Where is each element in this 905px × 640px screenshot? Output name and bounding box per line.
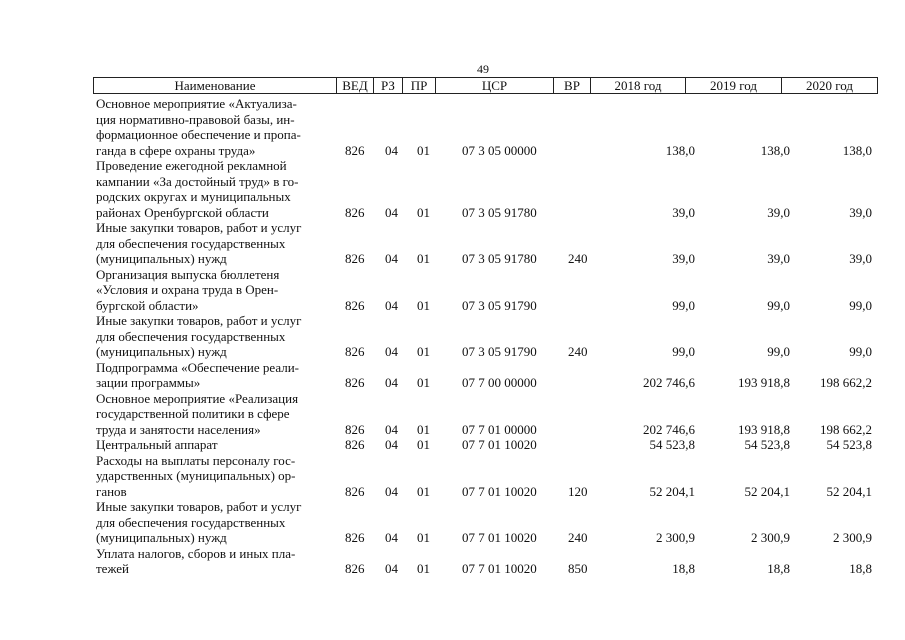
cell-2020: 198 662,2 xyxy=(820,421,872,437)
row-name xyxy=(96,499,332,546)
row-name-line: ганов xyxy=(96,483,127,499)
header-pr: ПР xyxy=(403,78,436,93)
table-row xyxy=(96,313,878,360)
row-name xyxy=(96,453,332,500)
cell-pr: 01 xyxy=(417,421,430,437)
row-name xyxy=(96,437,332,453)
table-body xyxy=(96,96,878,577)
row-name xyxy=(96,158,332,220)
row-name-line: труда и занятости населения» xyxy=(96,421,261,437)
cell-csr: 07 7 00 00000 xyxy=(462,375,537,390)
cell-2019: 193 918,8 xyxy=(738,421,790,437)
cell-ved: 826 xyxy=(345,375,365,390)
row-name-line: Центральный аппарат xyxy=(96,437,218,452)
cell-pr: 01 xyxy=(417,297,430,313)
cell-2019: 99,0 xyxy=(767,344,790,359)
row-name xyxy=(96,360,332,391)
row-name xyxy=(96,267,332,314)
cell-2019: 138,0 xyxy=(760,142,790,158)
table-row xyxy=(96,267,878,314)
cell-csr: 07 3 05 91790 xyxy=(462,297,537,313)
table-row xyxy=(96,360,878,391)
row-name-line: Иные закупки товаров, работ и услуг xyxy=(96,220,302,235)
header-vr: ВР xyxy=(554,78,591,93)
row-name-line: кампании «За достойный труд» в го- xyxy=(96,173,299,189)
row-name-line: зации программы» xyxy=(96,375,201,390)
cell-pr: 01 xyxy=(417,204,430,220)
cell-rz: 04 xyxy=(385,375,398,390)
cell-vr: 240 xyxy=(568,251,588,266)
cell-ved: 826 xyxy=(345,483,365,499)
cell-csr: 07 3 05 00000 xyxy=(462,142,537,158)
cell-vr: 240 xyxy=(568,530,588,545)
row-name-line: Организация выпуска бюллетеня xyxy=(96,266,280,282)
cell-2020: 198 662,2 xyxy=(820,375,872,390)
cell-2020: 99,0 xyxy=(849,297,872,313)
row-name xyxy=(96,313,332,360)
cell-rz: 04 xyxy=(385,483,398,499)
cell-2019: 18,8 xyxy=(767,561,790,576)
row-name-line: Иные закупки товаров, работ и услуг xyxy=(96,499,302,514)
row-name-line: Уплата налогов, сборов и иных пла- xyxy=(96,545,296,561)
cell-2018: 99,0 xyxy=(672,297,695,313)
cell-2018: 39,0 xyxy=(672,204,695,220)
header-name: Наименование xyxy=(94,78,337,93)
cell-rz: 04 xyxy=(385,530,398,545)
row-name-line: (муниципальных) нужд xyxy=(96,344,227,359)
table-row xyxy=(96,96,878,158)
row-name-line: районах Оренбургской области xyxy=(96,204,269,220)
cell-pr: 01 xyxy=(417,375,430,390)
cell-csr: 07 7 01 00000 xyxy=(462,421,537,437)
cell-2019: 39,0 xyxy=(767,251,790,266)
cell-2018: 39,0 xyxy=(672,251,695,266)
cell-csr: 07 7 01 10020 xyxy=(462,437,537,452)
row-name-line: (муниципальных) нужд xyxy=(96,530,227,545)
row-name-line: ударственных (муниципальных) ор- xyxy=(96,468,296,483)
row-name-line: для обеспечения государственных xyxy=(96,328,286,344)
page-number: 49 xyxy=(477,62,489,76)
cell-csr: 07 7 01 10020 xyxy=(462,530,537,545)
row-name-line: формационное обеспечение и пропа- xyxy=(96,127,301,142)
cell-2019: 52 204,1 xyxy=(744,483,790,499)
cell-pr: 01 xyxy=(417,344,430,359)
row-name-line: (муниципальных) нужд xyxy=(96,251,227,266)
row-name-line: Расходы на выплаты персоналу гос- xyxy=(96,452,296,468)
header-csr: ЦСР xyxy=(436,78,554,93)
row-name xyxy=(96,220,332,267)
row-name-line: Основное мероприятие «Актуализа- xyxy=(96,96,297,111)
cell-2020: 18,8 xyxy=(849,561,872,576)
cell-ved: 826 xyxy=(345,297,365,313)
cell-csr: 07 3 05 91780 xyxy=(462,251,537,266)
table-row xyxy=(96,453,878,500)
table-row xyxy=(96,437,878,453)
cell-2018: 18,8 xyxy=(672,561,695,576)
row-name-line: тежей xyxy=(96,561,129,576)
table-header xyxy=(93,77,878,94)
cell-csr: 07 3 05 91780 xyxy=(462,204,537,220)
row-name-line: Основное мероприятие «Реализация xyxy=(96,390,299,406)
cell-vr: 850 xyxy=(568,561,588,576)
cell-rz: 04 xyxy=(385,297,398,313)
cell-csr: 07 3 05 91790 xyxy=(462,344,537,359)
header-2019: 2019 год xyxy=(686,78,782,93)
cell-2019: 193 918,8 xyxy=(738,375,790,390)
table-row xyxy=(96,158,878,220)
cell-2020: 138,0 xyxy=(842,142,872,158)
cell-ved: 826 xyxy=(345,530,365,545)
cell-2019: 2 300,9 xyxy=(751,530,790,545)
cell-ved: 826 xyxy=(345,251,365,266)
row-name xyxy=(96,391,332,438)
cell-rz: 04 xyxy=(385,437,398,452)
header-rz: РЗ xyxy=(374,78,403,93)
cell-2020: 39,0 xyxy=(849,251,872,266)
cell-2020: 54 523,8 xyxy=(826,437,872,452)
cell-vr: 240 xyxy=(568,344,588,359)
cell-pr: 01 xyxy=(417,561,430,576)
cell-2019: 54 523,8 xyxy=(744,437,790,452)
cell-2019: 39,0 xyxy=(767,204,790,220)
header-2020: 2020 год xyxy=(806,78,853,93)
cell-2020: 2 300,9 xyxy=(833,530,872,545)
cell-pr: 01 xyxy=(417,251,430,266)
cell-ved: 826 xyxy=(345,421,365,437)
cell-2020: 99,0 xyxy=(849,344,872,359)
cell-pr: 01 xyxy=(417,530,430,545)
cell-2018: 202 746,6 xyxy=(643,375,695,390)
row-name-line: бургской области» xyxy=(96,297,199,313)
cell-2018: 138,0 xyxy=(665,142,695,158)
header-2018: 2018 год xyxy=(591,78,686,93)
cell-2018: 52 204,1 xyxy=(649,483,695,499)
row-name-line: Проведение ежегодной рекламной xyxy=(96,158,287,173)
row-name-line: Иные закупки товаров, работ и услуг xyxy=(96,313,302,328)
cell-ved: 826 xyxy=(345,437,365,452)
cell-csr: 07 7 01 10020 xyxy=(462,561,537,576)
row-name-line: ция нормативно-правовой базы, ин- xyxy=(96,111,295,127)
row-name xyxy=(96,96,332,158)
cell-ved: 826 xyxy=(345,344,365,359)
row-name-line: ганда в сфере охраны труда» xyxy=(96,142,256,158)
table-row xyxy=(96,391,878,438)
cell-pr: 01 xyxy=(417,483,430,499)
cell-vr: 120 xyxy=(568,483,588,499)
cell-pr: 01 xyxy=(417,437,430,452)
cell-rz: 04 xyxy=(385,561,398,576)
cell-2020: 39,0 xyxy=(849,204,872,220)
row-name xyxy=(96,546,332,577)
cell-2018: 2 300,9 xyxy=(656,530,695,545)
table-row xyxy=(96,220,878,267)
row-name-line: родских округах и муниципальных xyxy=(96,189,291,204)
table-row xyxy=(96,499,878,546)
cell-rz: 04 xyxy=(385,204,398,220)
header-ved: ВЕД xyxy=(337,78,374,93)
row-name-line: Подпрограмма «Обеспечение реали- xyxy=(96,359,299,375)
cell-2018: 54 523,8 xyxy=(649,437,695,452)
table-row xyxy=(96,546,878,577)
cell-2020: 52 204,1 xyxy=(826,483,872,499)
cell-ved: 826 xyxy=(345,204,365,220)
cell-rz: 04 xyxy=(385,344,398,359)
row-name-line: «Условия и охрана труда в Орен- xyxy=(96,282,279,297)
cell-2019: 99,0 xyxy=(767,297,790,313)
cell-csr: 07 7 01 10020 xyxy=(462,483,537,499)
cell-ved: 826 xyxy=(345,561,365,576)
cell-2018: 99,0 xyxy=(672,344,695,359)
cell-pr: 01 xyxy=(417,142,430,158)
cell-2018: 202 746,6 xyxy=(643,421,695,437)
row-name-line: для обеспечения государственных xyxy=(96,235,286,251)
cell-rz: 04 xyxy=(385,251,398,266)
cell-rz: 04 xyxy=(385,421,398,437)
row-name-line: государственной политики в сфере xyxy=(96,406,290,421)
cell-rz: 04 xyxy=(385,142,398,158)
cell-ved: 826 xyxy=(345,142,365,158)
row-name-line: для обеспечения государственных xyxy=(96,514,286,530)
